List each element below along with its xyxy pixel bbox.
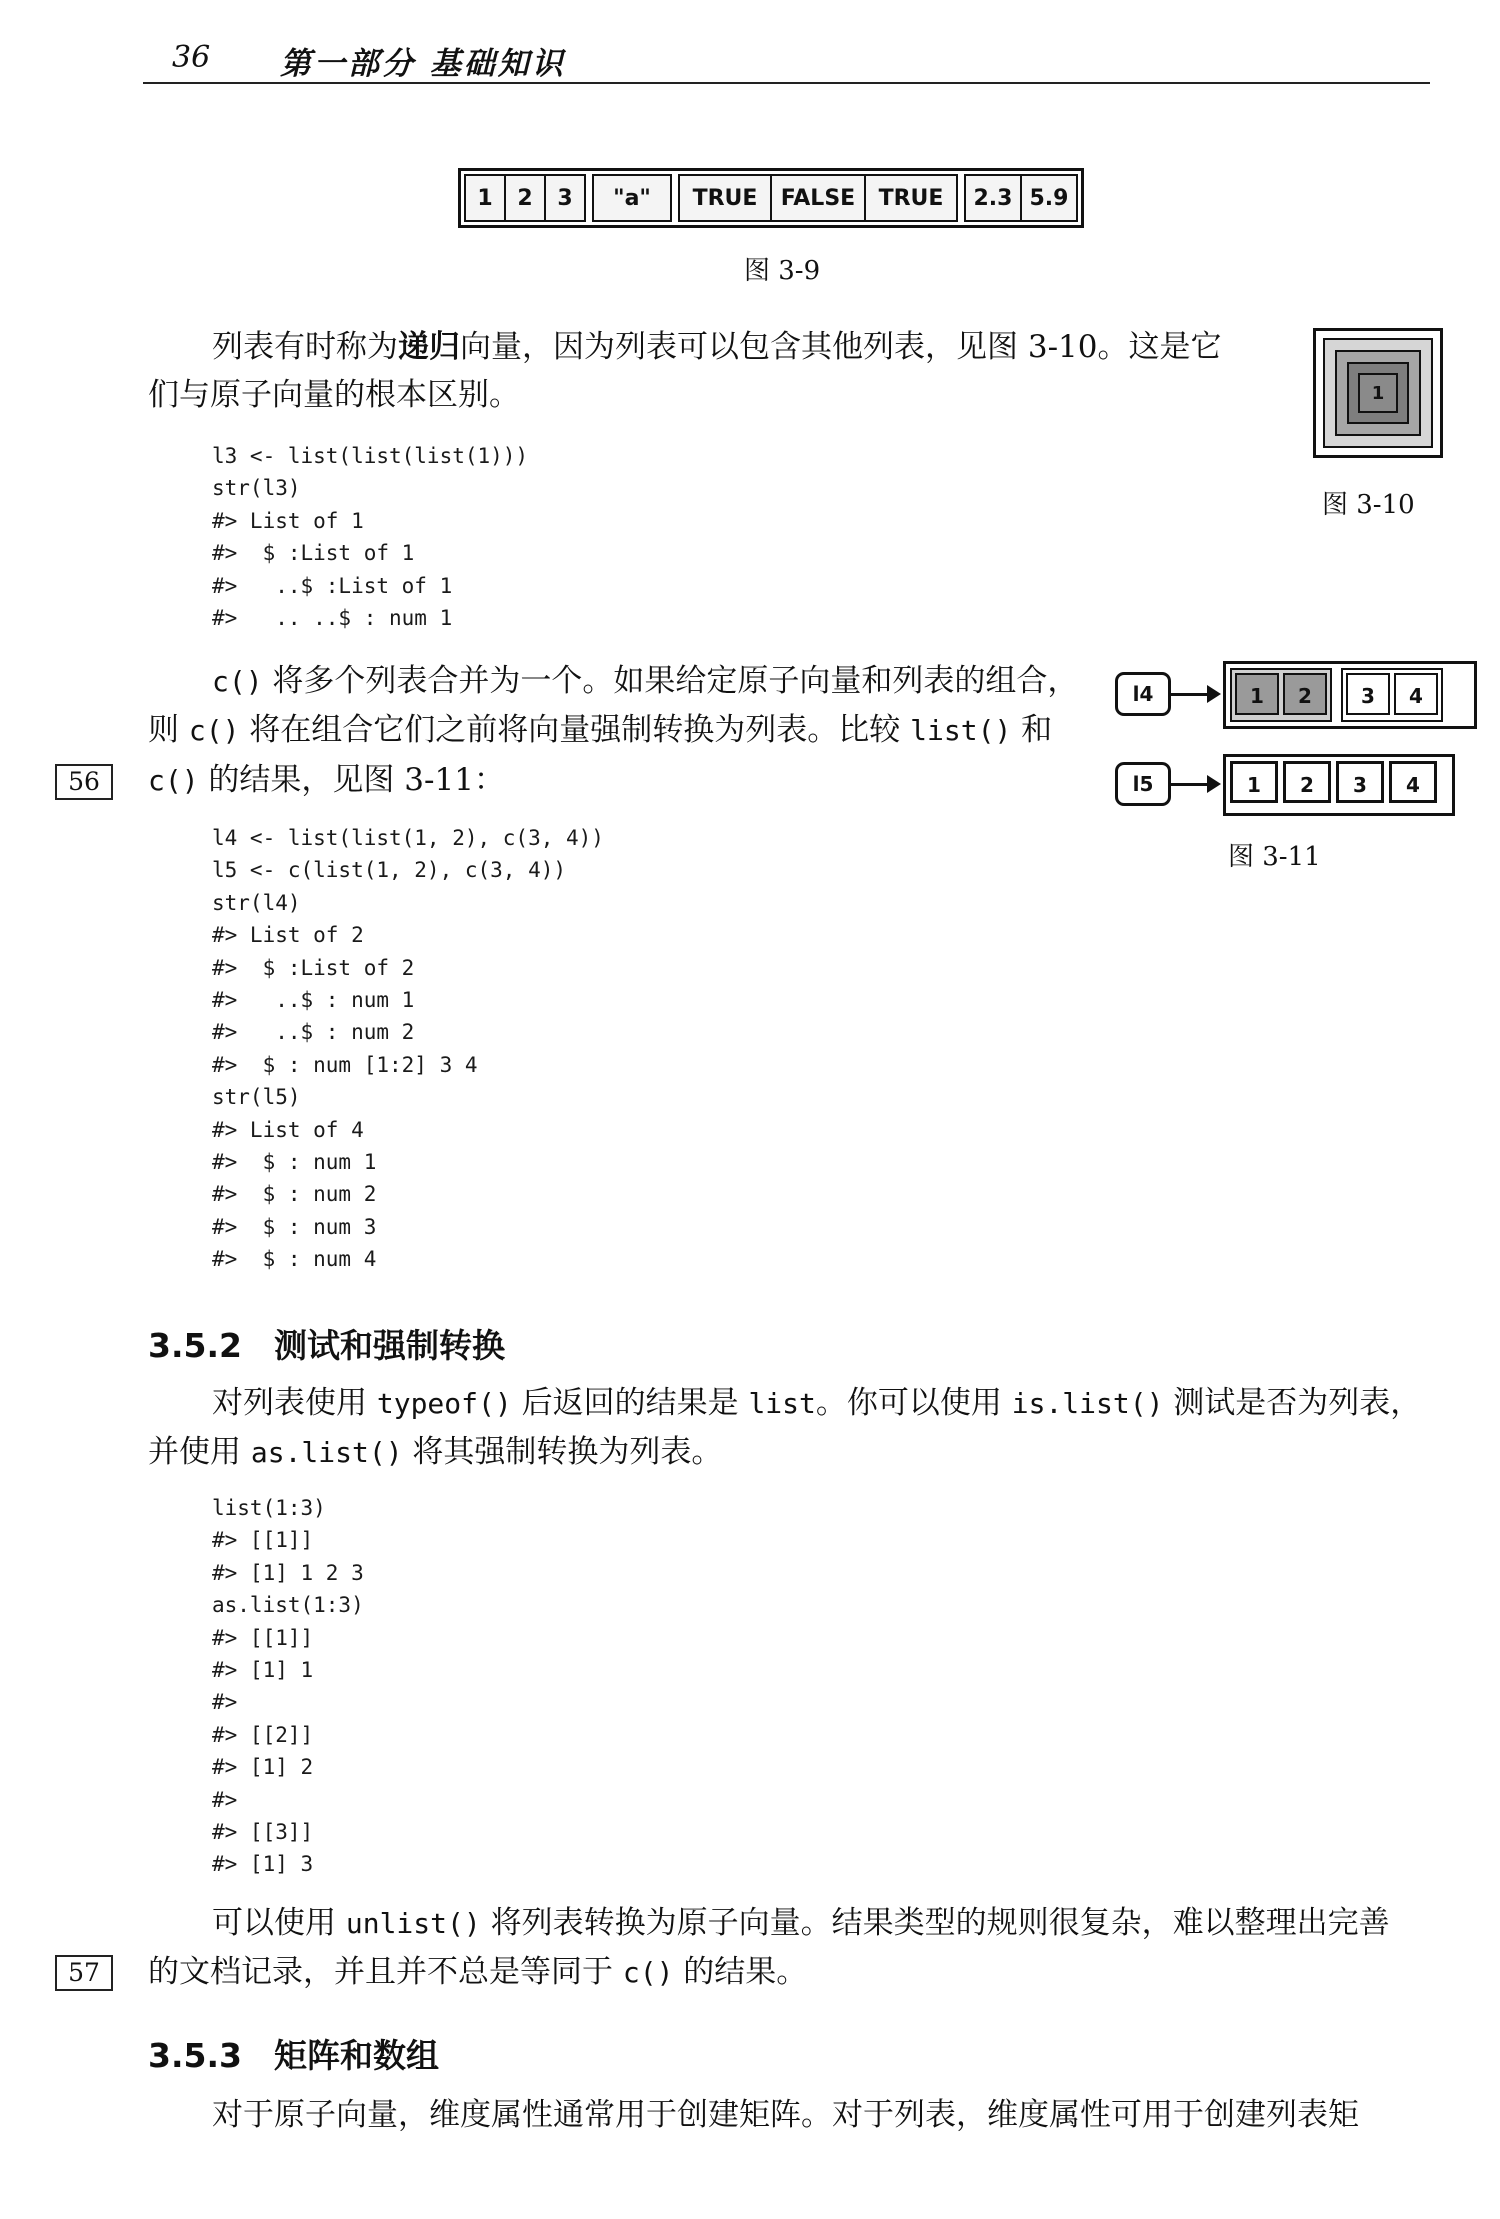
vector-cell: 2 [506, 176, 546, 222]
nested-list-level-3 [1347, 362, 1409, 424]
code-line: list(1:3) [212, 1496, 326, 1520]
vector-int-group [464, 174, 586, 222]
code-line: str(l5) [212, 1085, 301, 1110]
code-line: l5 <- c(list(1, 2), c(3, 4)) [212, 858, 567, 883]
code-line: #> $ : num 3 [212, 1214, 377, 1239]
figure-3-9 [458, 168, 1084, 228]
header-rule [143, 82, 1430, 84]
running-header-title: 第一部分 基础知识 [280, 46, 566, 82]
code-block-l3 [212, 440, 528, 634]
code-line: #> [1] 1 2 3 [212, 1560, 364, 1585]
code-line: #> [[1]] [212, 1528, 314, 1553]
vector-cell: 1 [1230, 761, 1278, 803]
paragraph-unlist-line2: 的文档记录，并且并不总是等同于 c() 的结果。 [148, 1954, 808, 1990]
vector-chr-group [592, 174, 672, 222]
vector-cell: "a" [613, 186, 651, 211]
page-number: 36 [172, 40, 211, 75]
paragraph-recursive-line1: 列表有时称为递归向量，因为列表可以包含其他列表，见图 3-10。这是它 [212, 329, 1222, 365]
vector-cell: 2 [1283, 761, 1331, 803]
code-line: #> [[3]] [212, 1819, 314, 1844]
nested-list-level-2 [1335, 350, 1421, 436]
nested-list-value: 1 [1358, 373, 1398, 413]
vector-cell: FALSE [772, 176, 866, 222]
arrow-line [1171, 693, 1211, 696]
code-line: l4 <- list(list(1, 2), c(3, 4)) [212, 826, 604, 850]
vector-cell: 4 [1394, 673, 1438, 715]
paragraph-c-line3: c() 的结果，见图 3-11： [148, 762, 505, 798]
code-line: #> .. ..$ : num 1 [212, 605, 453, 630]
vector-cell: 5.9 [1029, 186, 1069, 211]
code-line: #> $ : num [1:2] 3 4 [212, 1052, 478, 1077]
code-line: #> [[2]] [212, 1722, 314, 1747]
figure-3-11-caption: 图 3-11 [1228, 842, 1321, 872]
code-line: #> ..$ : num 2 [212, 1020, 415, 1045]
variable-l5-label: l5 [1115, 762, 1171, 806]
code-line: #> [212, 1787, 238, 1812]
arrow-head [1207, 775, 1221, 793]
code-line: #> ..$ :List of 1 [212, 573, 453, 598]
code-line: #> [1] 3 [212, 1852, 314, 1877]
inner-vector-box [1341, 668, 1443, 722]
vector-cell: TRUE [878, 186, 944, 211]
vector-cell: 3 [1346, 673, 1390, 715]
code-line: str(l4) [212, 890, 301, 915]
code-line: #> List of 1 [212, 508, 364, 533]
code-line: #> [212, 1690, 238, 1715]
nested-list-level-1 [1323, 338, 1433, 448]
margin-page-ref: 56 [55, 764, 113, 800]
vector-cell: 1 [466, 176, 506, 222]
paragraph-recursive-line2: 们与原子向量的根本区别。 [148, 377, 520, 413]
section-heading-3-5-2: 3.5.2 测试和强制转换 [148, 1326, 505, 1365]
code-line: as.list(1:3) [212, 1593, 364, 1618]
paragraph-typeof-line2: 并使用 as.list() 将其强制转换为列表。 [148, 1434, 723, 1470]
variable-l4-label: l4 [1115, 672, 1171, 716]
paragraph-c-line2: 则 c() 将在组合它们之前将向量强制转换为列表。比较 list() 和 [148, 712, 1053, 748]
code-block-as-list [212, 1492, 364, 1881]
code-line: #> $ :List of 1 [212, 541, 415, 566]
vector-dbl-group [964, 174, 1078, 222]
inner-cell: 2 [1283, 673, 1327, 715]
vector-cell: 3 [1336, 761, 1384, 803]
code-line: #> List of 4 [212, 1117, 364, 1142]
arrow-head [1207, 685, 1221, 703]
code-line: #> List of 2 [212, 923, 364, 948]
figure-3-10 [1313, 328, 1443, 458]
code-line: #> $ : num 4 [212, 1247, 377, 1272]
paragraph-matrix-line1: 对于原子向量，维度属性通常用于创建矩阵。对于列表，维度属性可用于创建列表矩 [212, 2097, 1359, 2133]
list-l4-box [1223, 661, 1477, 729]
margin-page-ref: 57 [55, 1955, 113, 1991]
arrow-line [1171, 783, 1211, 786]
code-line: #> [[1]] [212, 1625, 314, 1650]
vector-cell: 2.3 [966, 176, 1022, 222]
paragraph-unlist-line1: 可以使用 unlist() 将列表转换为原子向量。结果类型的规则很复杂，难以整理出完善 [212, 1905, 1390, 1941]
code-line: #> [1] 2 [212, 1755, 314, 1780]
code-line: #> $ :List of 2 [212, 955, 415, 980]
vector-cell: 3 [557, 186, 573, 211]
vector-lgl-group [678, 174, 958, 222]
list-l5-box [1223, 754, 1455, 816]
paragraph-c-line1: c() 将多个列表合并为一个。如果给定原子向量和列表的组合， [212, 663, 1079, 699]
figure-3-10-caption: 图 3-10 [1322, 490, 1415, 520]
code-line: l3 <- list(list(list(1))) [212, 444, 529, 468]
inner-list-box [1230, 668, 1332, 722]
paragraph-typeof-line1: 对列表使用 typeof() 后返回的结果是 list。你可以使用 is.list() 测试是否为列表， [212, 1385, 1422, 1421]
vector-cell: 4 [1389, 761, 1437, 803]
inner-cell: 1 [1235, 673, 1279, 715]
vector-cell: TRUE [680, 176, 772, 222]
figure-3-9-caption: 图 3-9 [744, 256, 821, 286]
code-line: #> ..$ : num 1 [212, 987, 415, 1012]
code-block-l4-l5 [212, 822, 604, 1275]
code-line: #> $ : num 2 [212, 1182, 377, 1207]
code-line: #> $ : num 1 [212, 1149, 377, 1174]
code-line: #> [1] 1 [212, 1657, 314, 1682]
code-line: str(l3) [212, 476, 301, 501]
section-heading-3-5-3: 3.5.3 矩阵和数组 [148, 2036, 439, 2075]
